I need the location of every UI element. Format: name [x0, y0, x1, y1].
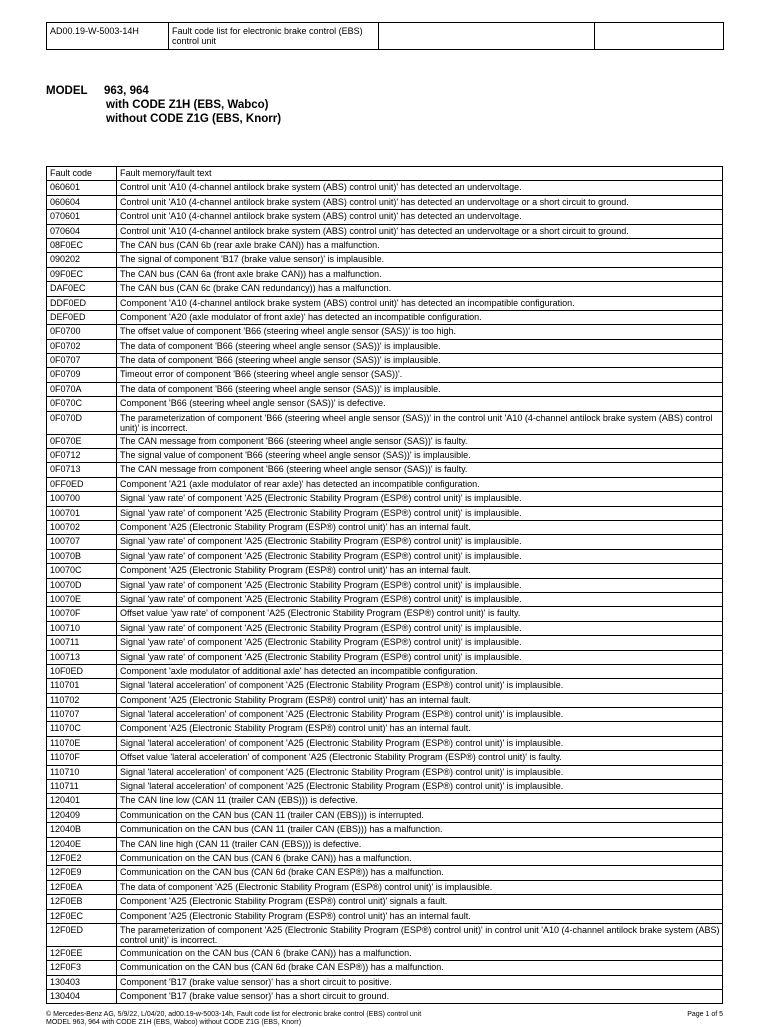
fault-text-cell: Signal 'yaw rate' of component 'A25 (Electronic Stability Program (ESP®) control unit)' is implausible. [117, 506, 723, 520]
fault-text-cell: Communication on the CAN bus (CAN 6 (brake CAN)) has a malfunction. [117, 946, 723, 960]
fault-text-cell: The CAN bus (CAN 6b (rear axle brake CAN)) has a malfunction. [117, 238, 723, 252]
fault-code-cell: 060604 [47, 195, 117, 209]
fault-text-cell: Component 'B17 (brake value sensor)' has a short circuit to positive. [117, 975, 723, 989]
fault-text-cell: Signal 'lateral acceleration' of component 'A25 (Electronic Stability Program (ESP®) control unit)' is implausible. [117, 780, 723, 794]
fault-text-cell: Timeout error of component 'B66 (steering wheel angle sensor (SAS))'. [117, 368, 723, 382]
footer-copyright: © Mercedes-Benz AG, 5/9/22, L/04/20, ad00.19-w-5003-14h, Fault code list for electronic brake control (EBS) control unit [46, 1011, 422, 1018]
table-row [47, 210, 723, 224]
fault-text-cell: Control unit 'A10 (4-channel antilock brake system (ABS) control unit)' has detected an undervoltage or a short circuit to ground. [117, 224, 723, 238]
fault-text-cell: The offset value of component 'B66 (steering wheel angle sensor (SAS))' is too high. [117, 325, 723, 339]
table-row [47, 578, 723, 592]
fault-code-cell: 120409 [47, 808, 117, 822]
table-row [47, 736, 723, 750]
fault-code-cell: 100702 [47, 520, 117, 534]
table-row [47, 238, 723, 252]
fault-text-cell: Component 'A21 (axle modulator of rear axle)' has detected an incompatible configuration. [117, 477, 723, 491]
fault-code-cell: 12F0EE [47, 946, 117, 960]
fault-text-cell: Signal 'yaw rate' of component 'A25 (Electronic Stability Program (ESP®) control unit)' is implausible. [117, 535, 723, 549]
fault-text-cell: Component 'A25 (Electronic Stability Program (ESP®) control unit)' has an internal fault. [117, 722, 723, 736]
fault-text-cell: Signal 'lateral acceleration' of component 'A25 (Electronic Stability Program (ESP®) control unit)' is implausible. [117, 765, 723, 779]
table-row [47, 693, 723, 707]
fault-code-cell: 0F0702 [47, 339, 117, 353]
fault-code-cell: DEF0ED [47, 310, 117, 324]
table-row [47, 549, 723, 563]
table-row [47, 477, 723, 491]
fault-text-cell: The data of component 'A25 (Electronic Stability Program (ESP®) control unit)' is implausible. [117, 880, 723, 894]
page-number: Page 1 of 5 [687, 1011, 723, 1018]
table-row [47, 650, 723, 664]
fault-text-cell: Component 'A25 (Electronic Stability Program (ESP®) control unit)' has an internal fault. [117, 520, 723, 534]
fault-code-cell: 100701 [47, 506, 117, 520]
table-row [47, 368, 723, 382]
fault-code-cell: 08F0EC [47, 238, 117, 252]
model-without-code: without CODE Z1G (EBS, Knorr) [106, 113, 282, 125]
fault-code-cell: 11070F [47, 751, 117, 765]
fault-text-cell: The CAN line low (CAN 11 (trailer CAN (EBS))) is defective. [117, 794, 723, 808]
fault-text-cell: Signal 'lateral acceleration' of component 'A25 (Electronic Stability Program (ESP®) control unit)' is implausible. [117, 736, 723, 750]
fault-code-rows [47, 181, 723, 1004]
table-row [47, 492, 723, 506]
table-row [47, 382, 723, 396]
fault-text-cell: The CAN bus (CAN 6a (front axle brake CAN)) has a malfunction. [117, 267, 723, 281]
table-row [47, 808, 723, 822]
fault-text-cell: The data of component 'B66 (steering wheel angle sensor (SAS))' is implausible. [117, 382, 723, 396]
table-row [47, 837, 723, 851]
fault-text-cell: Signal 'yaw rate' of component 'A25 (Electronic Stability Program (ESP®) control unit)' is implausible. [117, 621, 723, 635]
fault-code-cell: 100711 [47, 636, 117, 650]
fault-code-cell: 12F0EA [47, 880, 117, 894]
table-row [47, 722, 723, 736]
fault-code-cell: 09F0EC [47, 267, 117, 281]
fault-code-cell: 0F070C [47, 397, 117, 411]
doc-title: Fault code list for electronic brake control (EBS) control unit [169, 23, 379, 50]
fault-code-cell: 100713 [47, 650, 117, 664]
table-header-row [47, 167, 723, 181]
fault-text-cell: The CAN message from component 'B66 (steering wheel angle sensor (SAS))' is faulty. [117, 434, 723, 448]
table-row [47, 325, 723, 339]
fault-text-cell: Component 'A25 (Electronic Stability Program (ESP®) control unit)' has an internal fault. [117, 564, 723, 578]
fault-code-cell: 11070C [47, 722, 117, 736]
table-row [47, 961, 723, 975]
header-empty-cell [595, 23, 724, 50]
table-row [47, 794, 723, 808]
fault-text-cell: The signal of component 'B17 (brake value sensor)' is implausible. [117, 253, 723, 267]
fault-text-cell: The CAN line high (CAN 11 (trailer CAN (EBS))) is defective. [117, 837, 723, 851]
fault-code-cell: 0F0700 [47, 325, 117, 339]
table-row [47, 397, 723, 411]
column-header-fault-code: Fault code [47, 167, 117, 181]
table-row [47, 636, 723, 650]
fault-code-cell: 12F0E9 [47, 866, 117, 880]
table-row [47, 679, 723, 693]
fault-code-cell: 12F0F3 [47, 961, 117, 975]
fault-code-cell: 100710 [47, 621, 117, 635]
fault-text-cell: The CAN message from component 'B66 (steering wheel angle sensor (SAS))' is faulty. [117, 463, 723, 477]
fault-code-cell: 0F070A [47, 382, 117, 396]
fault-code-cell: 100700 [47, 492, 117, 506]
fault-text-cell: Communication on the CAN bus (CAN 11 (trailer CAN (EBS))) is interrupted. [117, 808, 723, 822]
fault-code-cell: 0F0707 [47, 354, 117, 368]
fault-text-cell: Communication on the CAN bus (CAN 6d (brake CAN ESP®)) has a malfunction. [117, 961, 723, 975]
fault-text-cell: Component 'A25 (Electronic Stability Program (ESP®) control unit)' has an internal fault. [117, 693, 723, 707]
doc-id: AD00.19-W-5003-14H [47, 23, 169, 50]
fault-text-cell: Component 'A20 (axle modulator of front axle)' has detected an incompatible configuration. [117, 310, 723, 324]
fault-text-cell: Signal 'yaw rate' of component 'A25 (Electronic Stability Program (ESP®) control unit)' is implausible. [117, 650, 723, 664]
fault-code-cell: 110710 [47, 765, 117, 779]
fault-text-cell: The signal value of component 'B66 (steering wheel angle sensor (SAS))' is implausible. [117, 449, 723, 463]
fault-code-cell: 0F070D [47, 411, 117, 434]
document-header-table [46, 22, 724, 50]
table-row [47, 310, 723, 324]
fault-code-cell: 110701 [47, 679, 117, 693]
fault-code-cell: 11070E [47, 736, 117, 750]
table-row [47, 411, 723, 434]
table-row [47, 181, 723, 195]
table-row [47, 463, 723, 477]
fault-text-cell: Signal 'yaw rate' of component 'A25 (Electronic Stability Program (ESP®) control unit)' is implausible. [117, 549, 723, 563]
table-row [47, 664, 723, 678]
table-row [47, 990, 723, 1004]
fault-code-cell: 10F0ED [47, 664, 117, 678]
fault-text-cell: Signal 'lateral acceleration' of component 'A25 (Electronic Stability Program (ESP®) control unit)' is implausible. [117, 679, 723, 693]
table-row [47, 564, 723, 578]
table-row [47, 535, 723, 549]
table-row [47, 253, 723, 267]
table-row [47, 506, 723, 520]
fault-text-cell: Communication on the CAN bus (CAN 11 (trailer CAN (EBS))) has a malfunction. [117, 823, 723, 837]
fault-code-cell: 0FF0ED [47, 477, 117, 491]
fault-code-cell: 070604 [47, 224, 117, 238]
table-row [47, 354, 723, 368]
fault-code-cell: 130404 [47, 990, 117, 1004]
fault-text-cell: Component 'A25 (Electronic Stability Program (ESP®) control unit)' has an internal fault. [117, 909, 723, 923]
fault-text-cell: Component 'A25 (Electronic Stability Program (ESP®) control unit)' signals a fault. [117, 895, 723, 909]
table-row [47, 909, 723, 923]
fault-text-cell: The parameterization of component 'B66 (steering wheel angle sensor (SAS))' in the control unit 'A10 (4-channel antilock brake system (ABS) control unit)' is incorrect. [117, 411, 723, 434]
fault-code-cell: 12F0EB [47, 895, 117, 909]
fault-code-cell: 0F0713 [47, 463, 117, 477]
table-row [47, 923, 723, 946]
fault-code-cell: 12040B [47, 823, 117, 837]
fault-text-cell: Control unit 'A10 (4-channel antilock brake system (ABS) control unit)' has detected an undervoltage or a short circuit to ground. [117, 195, 723, 209]
fault-code-cell: 070601 [47, 210, 117, 224]
table-row [47, 607, 723, 621]
fault-code-cell: 100707 [47, 535, 117, 549]
table-row [47, 708, 723, 722]
fault-text-cell: Signal 'yaw rate' of component 'A25 (Electronic Stability Program (ESP®) control unit)' is implausible. [117, 492, 723, 506]
fault-text-cell: Communication on the CAN bus (CAN 6 (brake CAN)) has a malfunction. [117, 851, 723, 865]
column-header-fault-text: Fault memory/fault text [117, 167, 723, 181]
table-row [47, 621, 723, 635]
fault-text-cell: The parameterization of component 'A25 (Electronic Stability Program (ESP®) control unit)' in control unit 'A10 (4-channel antilock brake system (ABS) control unit)' is incorrect. [117, 923, 723, 946]
fault-code-cell: DAF0EC [47, 282, 117, 296]
fault-code-cell: DDF0ED [47, 296, 117, 310]
table-row [47, 880, 723, 894]
fault-code-cell: 12F0EC [47, 909, 117, 923]
table-row [47, 895, 723, 909]
fault-text-cell: Signal 'yaw rate' of component 'A25 (Electronic Stability Program (ESP®) control unit)' is implausible. [117, 636, 723, 650]
model-with-code: with CODE Z1H (EBS, Wabco) [106, 99, 269, 111]
fault-code-cell: 10070B [47, 549, 117, 563]
fault-code-cell: 120401 [47, 794, 117, 808]
table-row [47, 282, 723, 296]
table-row [47, 592, 723, 606]
table-row [47, 339, 723, 353]
table-row [47, 780, 723, 794]
fault-text-cell: Offset value 'lateral acceleration' of component 'A25 (Electronic Stability Program (ESP®) control unit)' is faulty. [117, 751, 723, 765]
fault-code-cell: 0F0712 [47, 449, 117, 463]
fault-code-cell: 090202 [47, 253, 117, 267]
fault-text-cell: Offset value 'yaw rate' of component 'A25 (Electronic Stability Program (ESP®) control unit)' is faulty. [117, 607, 723, 621]
fault-code-cell: 110702 [47, 693, 117, 707]
fault-code-cell: 12F0E2 [47, 851, 117, 865]
fault-text-cell: Signal 'lateral acceleration' of component 'A25 (Electronic Stability Program (ESP®) control unit)' is implausible. [117, 708, 723, 722]
table-row [47, 296, 723, 310]
fault-text-cell: Component 'B17 (brake value sensor)' has a short circuit to ground. [117, 990, 723, 1004]
header-empty-cell [379, 23, 595, 50]
fault-code-cell: 110707 [47, 708, 117, 722]
fault-text-cell: Signal 'yaw rate' of component 'A25 (Electronic Stability Program (ESP®) control unit)' is implausible. [117, 592, 723, 606]
fault-text-cell: The data of component 'B66 (steering wheel angle sensor (SAS))' is implausible. [117, 354, 723, 368]
model-value: 963, 964 [104, 85, 149, 97]
table-row [47, 823, 723, 837]
fault-text-cell: Component 'axle modulator of additional axle' has detected an incompatible configuration. [117, 664, 723, 678]
fault-code-cell: 12F0ED [47, 923, 117, 946]
fault-text-cell: The CAN bus (CAN 6c (brake CAN redundancy)) has a malfunction. [117, 282, 723, 296]
fault-code-table [46, 166, 723, 1004]
model-block [46, 84, 281, 126]
fault-code-cell: 130403 [47, 975, 117, 989]
fault-code-cell: 060601 [47, 181, 117, 195]
fault-text-cell: Control unit 'A10 (4-channel antilock brake system (ABS) control unit)' has detected an undervoltage. [117, 210, 723, 224]
fault-code-cell: 10070F [47, 607, 117, 621]
table-row [47, 946, 723, 960]
page-footer [46, 1011, 723, 1027]
table-row [47, 434, 723, 448]
table-row [47, 267, 723, 281]
fault-code-cell: 12040E [47, 837, 117, 851]
table-row [47, 224, 723, 238]
fault-text-cell: Control unit 'A10 (4-channel antilock brake system (ABS) control unit)' has detected an undervoltage. [117, 181, 723, 195]
table-row [47, 449, 723, 463]
fault-text-cell: Communication on the CAN bus (CAN 6d (brake CAN ESP®)) has a malfunction. [117, 866, 723, 880]
fault-code-cell: 0F070E [47, 434, 117, 448]
table-row [47, 765, 723, 779]
table-row [47, 195, 723, 209]
fault-code-cell: 10070E [47, 592, 117, 606]
fault-text-cell: Component 'A10 (4-channel antilock brake system (ABS) control unit)' has detected an incompatible configuration. [117, 296, 723, 310]
model-label: MODEL [46, 85, 88, 97]
table-row [47, 975, 723, 989]
fault-text-cell: Signal 'yaw rate' of component 'A25 (Electronic Stability Program (ESP®) control unit)' is implausible. [117, 578, 723, 592]
fault-code-cell: 10070C [47, 564, 117, 578]
table-row [47, 520, 723, 534]
table-row [47, 851, 723, 865]
table-row [47, 751, 723, 765]
table-row [47, 866, 723, 880]
fault-text-cell: Component 'B66 (steering wheel angle sensor (SAS))' is defective. [117, 397, 723, 411]
fault-code-cell: 110711 [47, 780, 117, 794]
fault-text-cell: The data of component 'B66 (steering wheel angle sensor (SAS))' is implausible. [117, 339, 723, 353]
fault-code-cell: 10070D [47, 578, 117, 592]
footer-model: MODEL 963, 964 with CODE Z1H (EBS, Wabco) without CODE Z1G (EBS, Knorr) [46, 1019, 302, 1026]
model-line [46, 84, 281, 98]
fault-code-cell: 0F0709 [47, 368, 117, 382]
